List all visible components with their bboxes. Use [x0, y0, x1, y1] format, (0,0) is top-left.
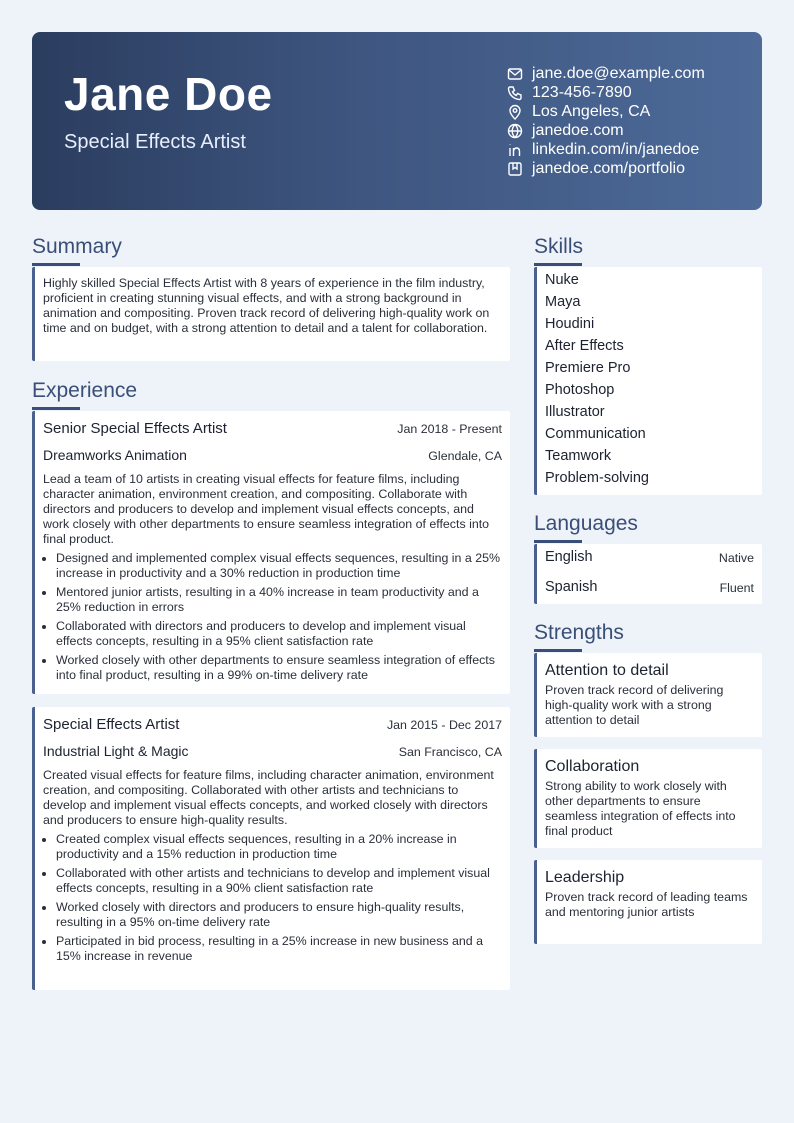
contact-linkedin-text: linkedin.com/in/janedoe: [532, 140, 700, 158]
mail-icon: [507, 66, 523, 82]
language-row: [537, 574, 762, 604]
skill-item: Teamwork: [545, 448, 612, 464]
skill-item: Houdini: [545, 316, 595, 332]
contact-phone-text: 123-456-7890: [532, 83, 632, 101]
language-level: Native: [718, 551, 754, 565]
strength-description: Proven track record of leading teams and mentoring junior artists: [545, 890, 748, 919]
location-pin-icon: [507, 104, 523, 120]
language-name: English: [545, 549, 593, 565]
language-name: Spanish: [545, 579, 598, 595]
globe-icon: [507, 123, 523, 139]
strength-card: [534, 749, 762, 848]
job-body: [43, 768, 502, 968]
portfolio-icon: [507, 161, 523, 177]
contact-location-text: Los Angeles, CA: [532, 102, 651, 120]
contact-email[interactable]: [507, 64, 757, 83]
summary-heading: Summary: [32, 234, 122, 264]
strength-card: [534, 860, 762, 944]
candidate-name: Jane Doe: [64, 68, 273, 120]
job-location: Glendale, CA: [428, 449, 502, 463]
language-row: [537, 544, 762, 574]
skill-item: Nuke: [545, 272, 579, 288]
job-description: Created visual effects for feature films, including character animation, environment creation, and compositing. Collaborated with other artists and technicians to develop and implement visual effects concepts, and worked closely with directors and producers to ensure high-quality results.: [43, 768, 494, 827]
linkedin-icon: [507, 142, 523, 158]
skills-heading: Skills: [534, 234, 583, 264]
contact-location: [507, 102, 757, 121]
job-title: Senior Special Effects Artist: [43, 420, 227, 437]
contact-website[interactable]: [507, 121, 757, 140]
job-date: Jan 2018 - Present: [397, 422, 502, 436]
strength-title: Leadership: [545, 869, 625, 886]
strengths-heading: Strengths: [534, 620, 624, 650]
job-date: Jan 2015 - Dec 2017: [386, 718, 502, 732]
candidate-role: Special Effects Artist: [64, 131, 246, 153]
strength-description: Strong ability to work closely with other departments to ensure seamless integration of effects into final product: [545, 779, 736, 838]
job-achievements: [43, 832, 502, 964]
job-company: Dreamworks Animation: [43, 447, 187, 463]
phone-icon: [507, 85, 523, 101]
skill-item: After Effects: [545, 338, 624, 354]
skill-item: Maya: [545, 294, 581, 310]
list-item: • Mentored junior artists, resulting in a 40% increase in team productivity and a 25% reduction in errors: [56, 585, 502, 615]
contact-website-text: janedoe.com: [532, 121, 624, 139]
list-item: • Collaborated with directors and producers to develop and implement visual effects concepts, resulting in a 95% client satisfaction rate: [56, 619, 502, 649]
skill-item: Problem-solving: [545, 470, 649, 486]
contact-list: [507, 64, 757, 178]
list-item: • Participated in bid process, resulting in a 25% increase in new business and a 15% increase in revenue: [56, 934, 502, 964]
contact-linkedin[interactable]: [507, 140, 757, 159]
strength-description: Proven track record of delivering high-quality work with a strong attention to detail: [545, 683, 724, 727]
skill-item: Photoshop: [545, 382, 615, 398]
list-item: • Worked closely with other departments to ensure seamless integration of effects into final product, resulting in a 99% on-time delivery rate: [56, 653, 502, 683]
job-achievements: [43, 551, 502, 683]
contact-email-text: jane.doe@example.com: [532, 64, 705, 82]
strength-title: Attention to detail: [545, 662, 669, 679]
list-item: • Created complex visual effects sequences, resulting in a 20% increase in productivity and a 15% reduction in production time: [56, 832, 502, 862]
job-location: San Francisco, CA: [398, 745, 502, 759]
list-item: • Worked closely with directors and producers to ensure high-quality results, resulting in a 95% on-time delivery rate: [56, 900, 502, 930]
summary-card: [32, 267, 510, 361]
job-company: Industrial Light & Magic: [43, 743, 189, 759]
job-card: [32, 707, 510, 990]
job-description: Lead a team of 10 artists in creating visual effects for feature films, including character animation, environment creation, and compositing. Collaborate with directors and producers to develop and implement visual effects concepts, and work closely with other departments to ensure seamless integration of effects into final product.: [43, 472, 490, 546]
strength-card: [534, 653, 762, 737]
resume-header: [32, 32, 762, 210]
job-body: [43, 472, 502, 687]
job-title: Special Effects Artist: [43, 716, 180, 733]
contact-portfolio[interactable]: [507, 159, 757, 178]
contact-portfolio-text: janedoe.com/portfolio: [532, 159, 685, 177]
language-level: Fluent: [719, 581, 754, 595]
skills-card: [534, 267, 762, 495]
skill-item: Premiere Pro: [545, 360, 631, 376]
languages-heading: Languages: [534, 511, 638, 541]
summary-text: Highly skilled Special Effects Artist with 8 years of experience in the film industry, proficient in creating stunning visual effects, and with a strong background in animation and compositing. Proven track record of delivering high-quality work on time and on budget, with a strong attention to detail and a talent for collaboration.: [43, 276, 490, 335]
list-item: • Collaborated with other artists and technicians to develop and implement visual effects concepts, resulting in a 90% client satisfaction rate: [56, 866, 502, 896]
skill-item: Illustrator: [545, 404, 605, 420]
strength-title: Collaboration: [545, 758, 640, 775]
contact-phone[interactable]: [507, 83, 757, 102]
experience-heading: Experience: [32, 378, 137, 408]
skill-item: Communication: [545, 426, 646, 442]
list-item: • Designed and implemented complex visual effects sequences, resulting in a 25% increase in productivity and a 30% reduction in production time: [56, 551, 502, 581]
job-card: [32, 411, 510, 694]
languages-card: [534, 544, 762, 604]
